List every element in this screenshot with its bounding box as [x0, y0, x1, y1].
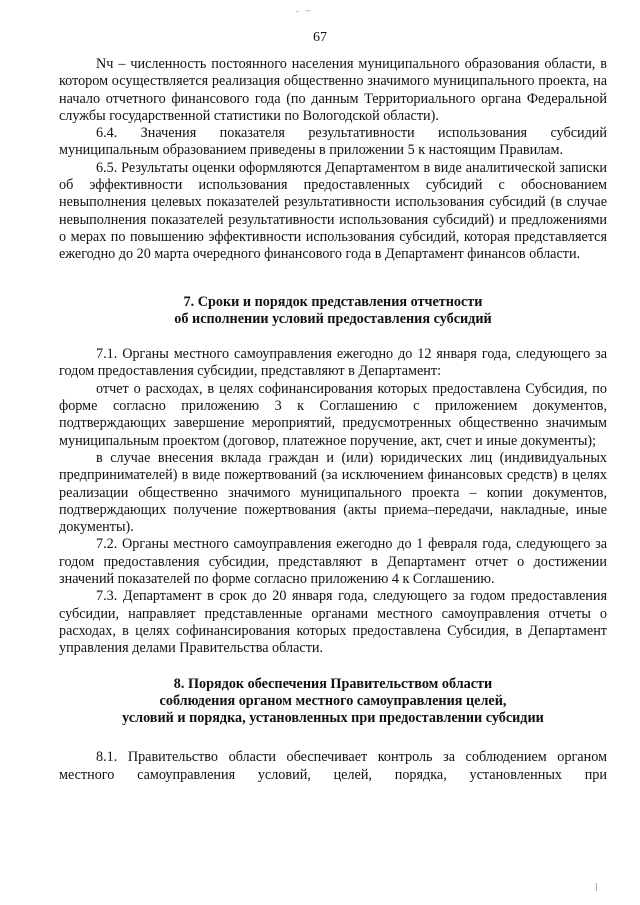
paragraph-6-5: 6.5. Результаты оценки оформляются Департаментом в виде аналитической записки об эффективности использования предоставленных субсидий с обоснованием невыполнения целевых показателей результативности использования субсидий (в случае невыполнения показателей результативности использования субсидий) и предложениями о мерах по повышению эффективности использования субсидий, которая представляется ежегодно до 20 марта очередного финансового года в Департамент финансов области.: [59, 159, 607, 263]
section-8-heading-line-2: соблюдения органом местного самоуправления целей,: [159, 692, 507, 709]
scan-edge-mark: [596, 883, 597, 891]
paragraph-7-1: 7.1. Органы местного самоуправления ежегодно до 12 января года, следующего за годом предоставления субсидии, представляют в Департамент:: [59, 346, 607, 380]
paragraph-7-3: 7.3. Департамент в срок до 20 января года, следующего за годом предоставления субсидии, направляет представленные органами местного самоуправления отчеты о расходах, в целях софинансирования которых предоставлена Субсидия, в Департамент управления делами Правительства области.: [59, 588, 607, 657]
paragraph-7-1-donations: в случае внесения вклада граждан и (или) юридических лиц (индивидуальных предпринимателей) в виде пожертвований (за исключением финансовых средств) в целях реализации общественно значимого муниципального проекта – копии документов, подтверждающих получение пожертвования (акты приема–передачи, накладные, иные документы).: [59, 449, 607, 536]
page-number: 67: [313, 30, 327, 45]
paragraph-7-1-report: отчет о расходах, в целях софинансирования которых предоставлена Субсидия, по форме согласно приложению 3 к Соглашению с приложением документов, подтверждающих завершение мероприятий, предусмотренных общественно значимым муниципальным проектом (договор, платежное поручение, акт, счет и иные документы);: [59, 380, 607, 449]
section-8-heading-line-1: 8. Порядок обеспечения Правительством области: [173, 675, 493, 692]
section-7-heading-line-1: 7. Сроки и порядок представления отчетности: [183, 293, 483, 310]
section-7-heading: [59, 294, 607, 329]
scan-mark: - ~: [296, 6, 313, 16]
section-8-heading: [59, 676, 607, 728]
body-text: [59, 56, 607, 784]
paragraph-nch-definition: Nч – численность постоянного населения муниципального образования области, в котором осуществляется реализация общественно значимого муниципального проекта, на начало отчетного финансового года (по данным Территориального органа Федеральной службы государственной статистики по Вологодской области).: [59, 56, 607, 124]
paragraph-7-2: 7.2. Органы местного самоуправления ежегодно до 1 февраля года, следующего за годом предоставления субсидии, представляют в Департамент отчет о достижении значений показателей по форме согласно приложению 4 к Соглашению.: [59, 536, 607, 588]
section-7-heading-line-2: об исполнении условий предоставления субсидий: [174, 310, 492, 327]
paragraph-6-4: 6.4. Значения показателя результативности использования субсидий муниципальным образованием приведены в приложении 5 к настоящим Правилам.: [59, 125, 607, 159]
section-8-heading-line-3: условий и порядка, установленных при предоставлении субсидии: [122, 710, 544, 727]
paragraph-8-1: 8.1. Правительство области обеспечивает контроль за соблюдением органом местного самоуправления условий, целей, порядка, установленных при: [59, 749, 607, 783]
